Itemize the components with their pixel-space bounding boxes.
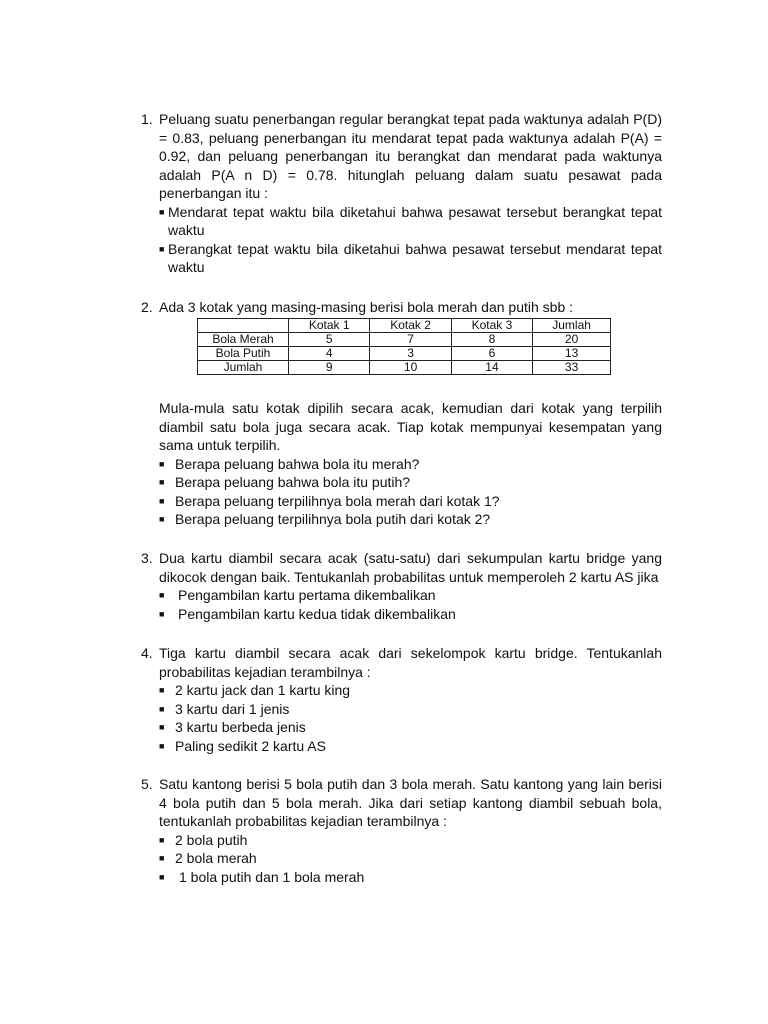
table-row <box>198 347 611 361</box>
question-text: Mula-mula satu kotak dipilih secara acak, kemudian dari kotak yang terpilih diambil satu bola juga secara acak. Tiap kotak mempunyai kesempatan yang sama untuk terpilih. <box>159 400 662 453</box>
bullet-icon: ■ <box>159 243 165 254</box>
table-cell: Bola Merah <box>198 333 289 347</box>
bullet-icon: ■ <box>159 477 165 487</box>
table-cell: 20 <box>533 333 611 347</box>
list-item: ■ Mendarat tepat waktu bila diketahui bahwa pesawat tersebut berangkat tepat waktu <box>159 203 662 238</box>
question-5 <box>141 775 662 886</box>
list-item: ■ 2 kartu jack dan 1 kartu king <box>159 682 351 698</box>
bullet-list <box>159 831 662 887</box>
bullet-icon: ■ <box>159 590 165 600</box>
bullet-icon: ■ <box>159 722 165 732</box>
table-header-cell: Kotak 1 <box>289 319 370 333</box>
table-cell: 14 <box>451 361 532 375</box>
question-number: 5. <box>141 776 153 792</box>
question-2-body <box>141 399 662 529</box>
table-cell: 9 <box>289 361 370 375</box>
bullet-icon: ■ <box>159 495 165 506</box>
list-item: ■ Berangkat tepat waktu bila diketahui bahwa pesawat tersebut mendarat tepat waktu <box>159 240 662 275</box>
table-row <box>198 333 611 347</box>
list-item: ■ Berapa peluang terpilihnya bola merah dari kotak 1? <box>159 492 500 509</box>
question-text: Satu kantong berisi 5 bola putih dan 3 bola merah. Satu kantong yang lain berisi 4 bola putih dan 5 bola merah. Jika dari setiap kantong diambil sebuah bola, tentukanlah probabilitas kejadian terambilnya : <box>159 776 662 829</box>
question-text: Peluang suatu penerbangan regular berangkat tepat pada waktunya adalah P(D) = 0.83, peluang penerbangan itu mendarat tepat pada waktunya adalah P(A) = 0.92, dan peluang penerbangan itu berangkat dan mendarat pada waktunya adalah P(A n D) = 0.78. hitunglah peluang dalam suatu pesawat pada penerbangan itu : <box>159 111 662 201</box>
table-row <box>198 361 611 375</box>
list-item: ■ 1 bola putih dan 1 bola merah <box>159 868 365 885</box>
table-cell: 8 <box>451 333 532 347</box>
bullet-icon: ■ <box>159 608 165 619</box>
table-header-row <box>198 319 611 333</box>
question-1 <box>141 110 662 277</box>
table-cell: 13 <box>533 347 611 361</box>
table-cell: 3 <box>370 347 451 361</box>
bullet-list <box>159 203 662 277</box>
bullet-icon: ■ <box>159 206 165 217</box>
bullet-icon: ■ <box>159 853 165 863</box>
bullet-icon: ■ <box>159 514 165 524</box>
list-item: ■ Pengambilan kartu pertama dikembalikan <box>159 587 436 603</box>
list-item: ■ Paling sedikit 2 kartu AS <box>159 737 326 754</box>
table-header-cell: Jumlah <box>533 319 611 333</box>
list-item: ■ Pengambilan kartu kedua tidak dikembalikan <box>159 605 456 622</box>
bullet-icon: ■ <box>159 458 165 469</box>
data-table <box>197 318 611 375</box>
bullet-icon: ■ <box>159 740 165 751</box>
question-text: Tiga kartu diambil secara acak dari sekelompok kartu bridge. Tentukanlah probabilitas kejadian terambilnya : <box>159 645 662 680</box>
table-cell: 6 <box>451 347 532 361</box>
table-cell: Jumlah <box>198 361 289 375</box>
list-item: ■ Berapa peluang terpilihnya bola putih dari kotak 2? <box>159 511 491 527</box>
list-item: ■ 2 bola merah <box>159 850 257 866</box>
list-item: ■ 3 kartu berbeda jenis <box>159 719 306 735</box>
bullet-icon: ■ <box>159 685 165 695</box>
table-cell: 10 <box>370 361 451 375</box>
bullet-list <box>159 681 662 755</box>
bullet-icon: ■ <box>159 871 165 882</box>
question-2 <box>141 298 662 317</box>
bullet-list <box>159 586 662 623</box>
question-3 <box>141 549 662 623</box>
table-cell: 5 <box>289 333 370 347</box>
list-item: ■ Berapa peluang bahwa bola itu putih? <box>159 474 411 490</box>
bullet-list <box>159 455 662 529</box>
question-number: 4. <box>141 645 153 661</box>
table-cell: 33 <box>533 361 611 375</box>
list-item: ■ 3 kartu dari 1 jenis <box>159 700 290 717</box>
question-number: 2. <box>141 299 153 315</box>
table-header-cell: Kotak 3 <box>451 319 532 333</box>
question-intro: Ada 3 kotak yang masing-masing berisi bola merah dan putih sbb : <box>159 299 574 315</box>
bullet-icon: ■ <box>159 834 165 845</box>
table-cell: Bola Putih <box>198 347 289 361</box>
question-number: 3. <box>141 550 153 566</box>
question-4 <box>141 644 662 755</box>
question-text: Dua kartu diambil secara acak (satu-satu) dari sekumpulan kartu bridge yang dikocok dengan baik. Tentukanlah probabilitas untuk memperoleh 2 kartu AS jika <box>159 550 662 585</box>
table-header-cell <box>198 319 289 333</box>
bullet-icon: ■ <box>159 703 165 714</box>
table-cell: 7 <box>370 333 451 347</box>
question-number: 1. <box>141 111 153 127</box>
list-item: ■ 2 bola putih <box>159 831 248 848</box>
table-cell: 4 <box>289 347 370 361</box>
list-item: ■ Berapa peluang bahwa bola itu merah? <box>159 455 420 472</box>
table-header-cell: Kotak 2 <box>370 319 451 333</box>
